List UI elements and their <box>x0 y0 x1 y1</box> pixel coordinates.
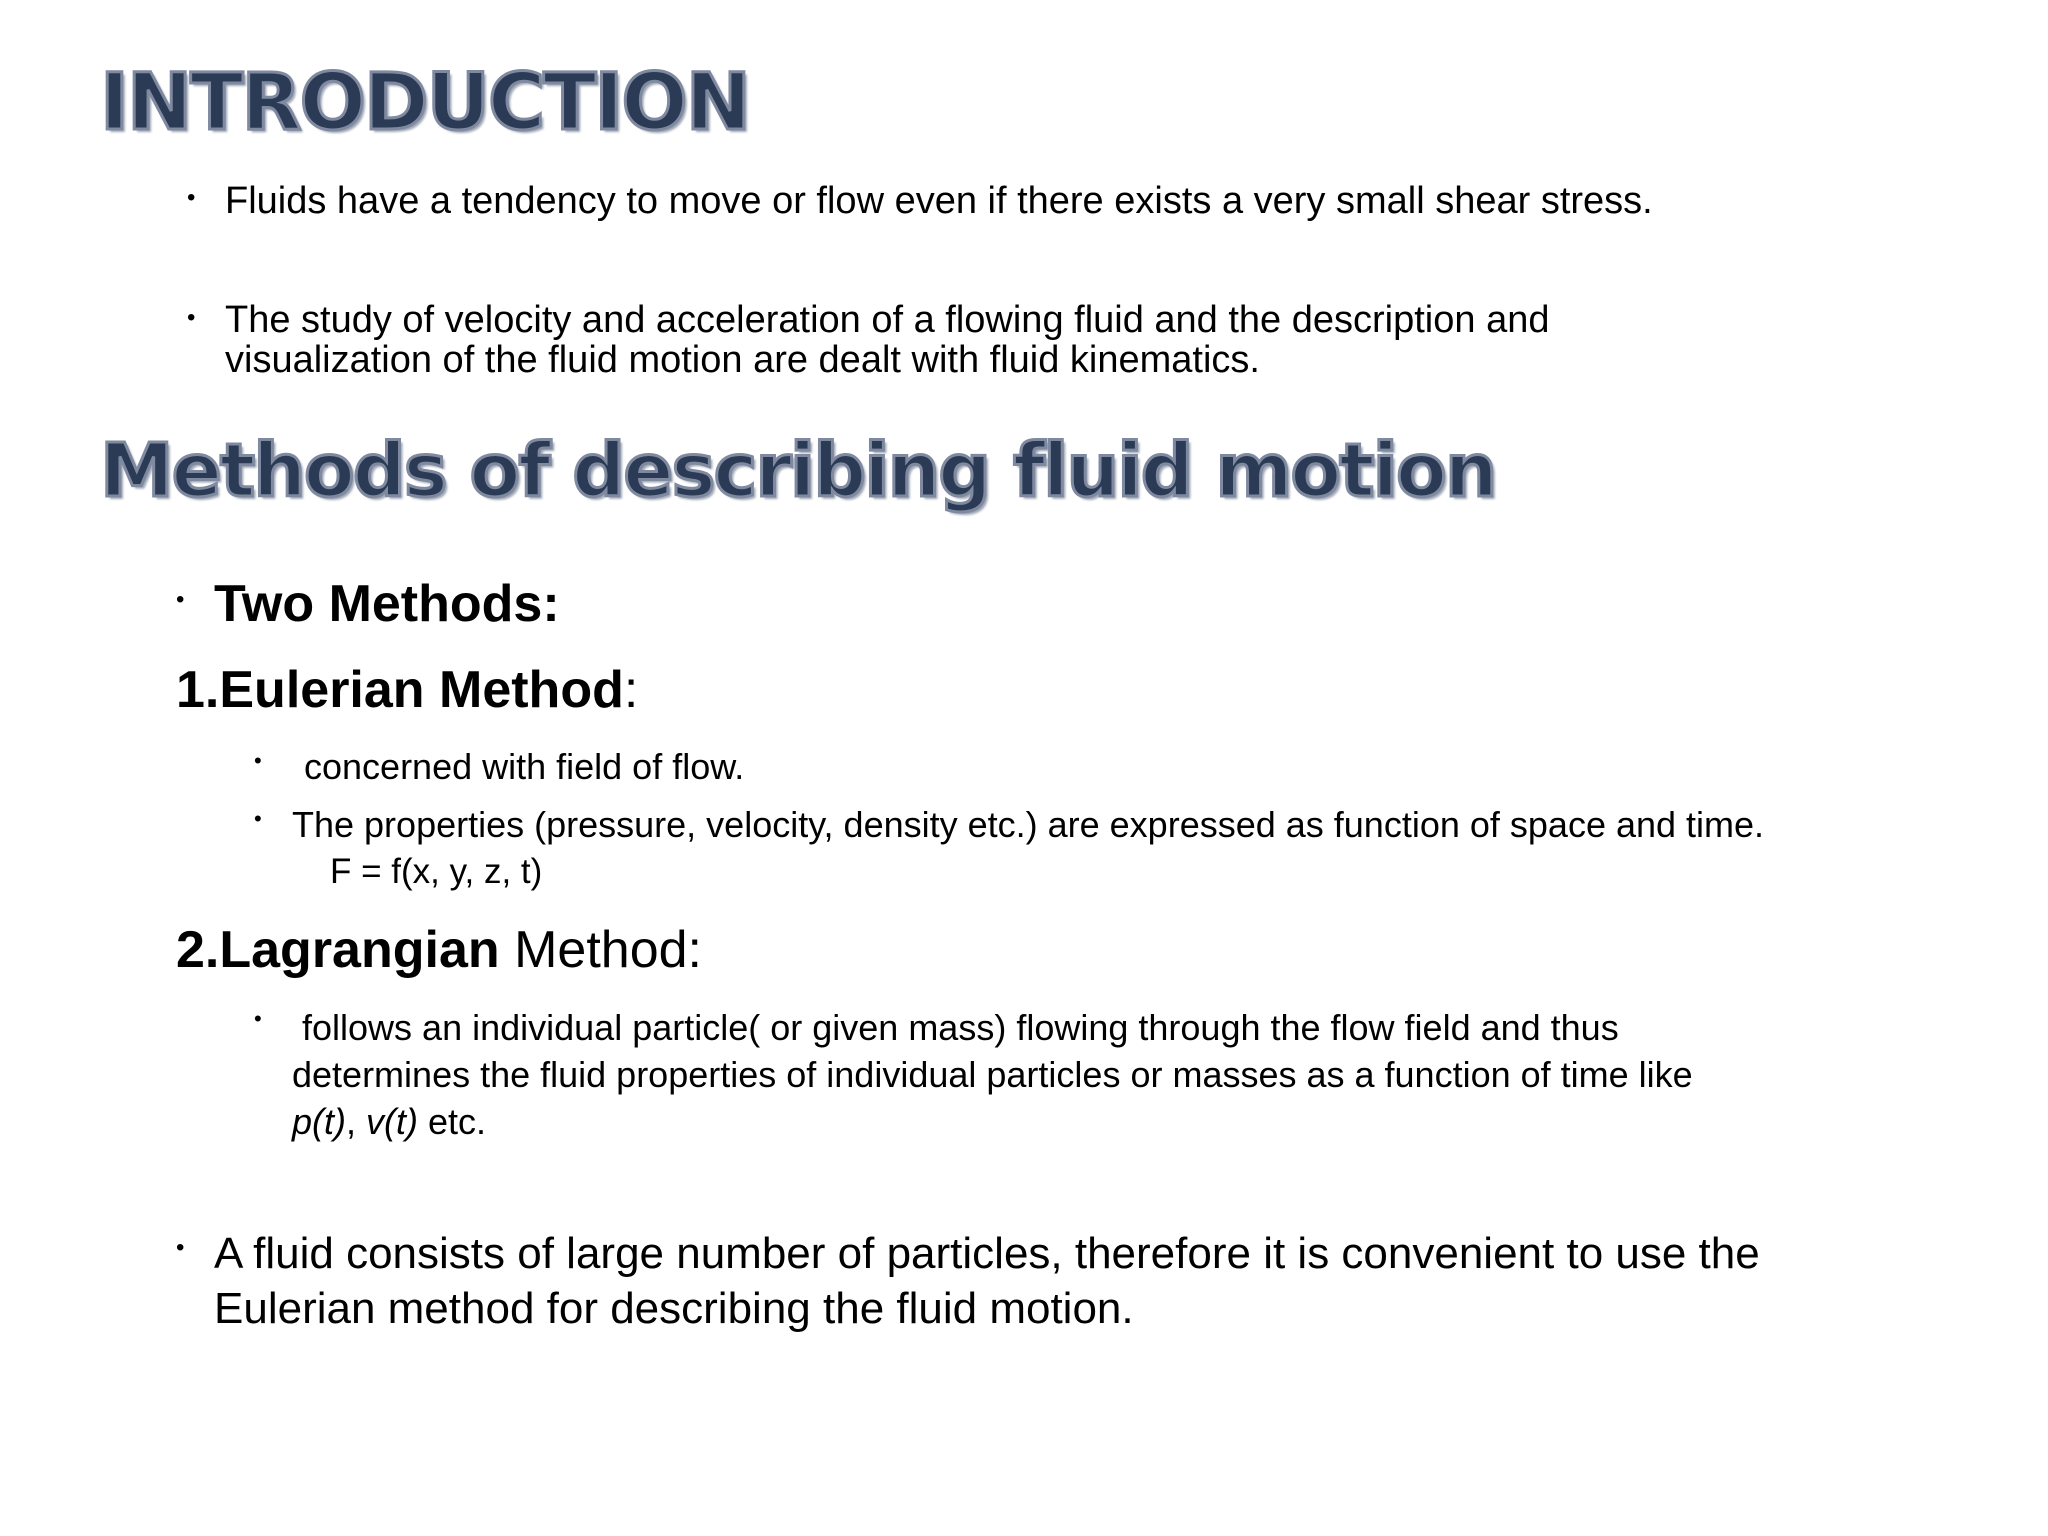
bullet-dot: • <box>176 1234 185 1261</box>
eulerian-colon: : <box>623 661 639 719</box>
lagrangian-title: Lagrangian <box>219 921 500 979</box>
lagrangian-sep: , <box>346 1101 367 1142</box>
eulerian-title: Eulerian Method <box>219 661 624 719</box>
lagrangian-etc: etc. <box>418 1101 487 1142</box>
eulerian-number: 1. <box>176 661 220 719</box>
intro-bullet-2-line-1: The study of velocity and acceleration of a flowing fluid and the description and <box>225 299 1550 341</box>
bullet-dot: • <box>187 304 196 331</box>
two-methods-text: Two Methods: <box>214 575 560 633</box>
heading-methods: Methods of describing fluid motion <box>100 428 1496 514</box>
lagrangian-bullet-1-text <box>292 1004 1693 1145</box>
eulerian-formula: F = f(x, y, z, t) <box>330 852 543 891</box>
lagrangian-vt: v(t) <box>366 1101 418 1142</box>
lagrangian-line-2: determines the fluid properties of individual particles or masses as a function of time like <box>292 1054 1693 1095</box>
bullet-dot: • <box>187 184 196 211</box>
lagrangian-number: 2. <box>176 921 220 979</box>
lagrangian-method-title <box>176 920 702 980</box>
eulerian-bullet-1-text: concerned with field of flow. <box>304 746 745 787</box>
conclusion-text <box>214 1226 1760 1336</box>
heading-introduction: INTRODUCTION <box>100 58 750 148</box>
eulerian-method-title <box>176 660 638 720</box>
bullet-dot: • <box>254 748 262 773</box>
lagrangian-rest: Method: <box>499 921 702 979</box>
lagrangian-line-1: follows an individual particle( or given mass) flowing through the flow field and thus <box>302 1007 1619 1048</box>
intro-bullet-2-line-2: visualization of the fluid motion are dealt with fluid kinematics. <box>225 339 1260 381</box>
intro-bullet-1-text: Fluids have a tendency to move or flow even if there exists a very small shear stress. <box>225 180 1653 222</box>
eulerian-bullet-2-text: The properties (pressure, velocity, density etc.) are expressed as function of space and time. <box>292 804 1765 845</box>
conclusion-line-2: Eulerian method for describing the fluid motion. <box>214 1284 1134 1333</box>
conclusion-line-1: A fluid consists of large number of particles, therefore it is convenient to use the <box>214 1229 1760 1278</box>
bullet-dot: • <box>254 806 262 831</box>
bullet-dot: • <box>254 1006 262 1031</box>
lagrangian-pt: p(t) <box>292 1101 346 1142</box>
bullet-dot: • <box>176 586 185 613</box>
intro-bullet-2-text <box>225 300 1549 380</box>
